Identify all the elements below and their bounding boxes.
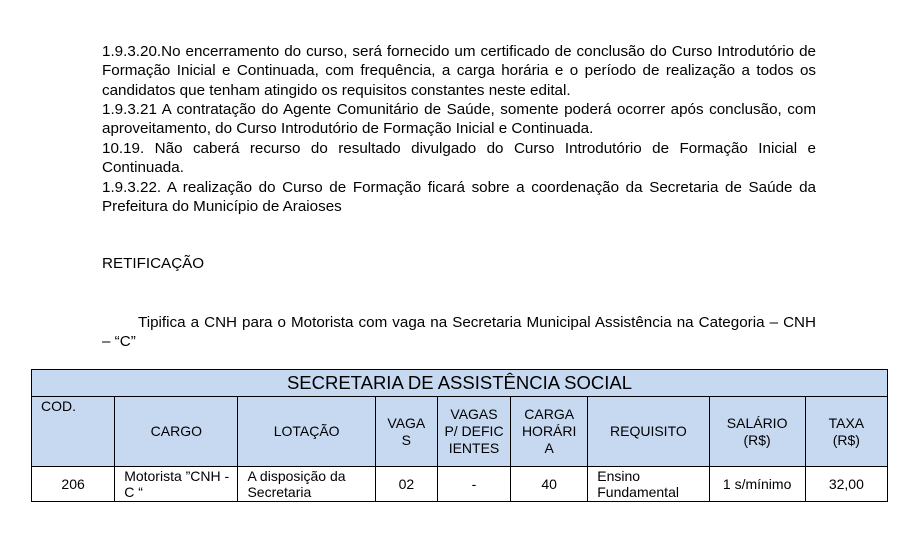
cell-cargo: Motorista ”CNH - C “ (115, 467, 238, 502)
header-requisito: REQUISITO (588, 397, 709, 467)
cell-taxa: 32,00 (805, 467, 887, 502)
cell-carga-horaria: 40 (511, 467, 588, 502)
retificacao-heading: RETIFICAÇÃO (102, 255, 205, 272)
paragraph-1-9-3-22: 1.9.3.22. A realização do Curso de Formação ficará sobre a coordenação da Secretaria de Saúde da Prefeitura do Município de Araioses (102, 179, 816, 216)
header-salario: SALÁRIO (R$) (709, 397, 805, 467)
cell-requisito: Ensino Fundamental (588, 467, 709, 502)
tipifica-paragraph: Tipifica a CNH para o Motorista com vaga na Secretaria Municipal Assistência na Categoria – CNH – “C” (102, 314, 816, 351)
header-lotacao: LOTAÇÃO (238, 397, 375, 467)
header-taxa: TAXA (R$) (805, 397, 887, 467)
vacancy-table (31, 369, 888, 502)
paragraph-1-9-3-21: 1.9.3.21 A contratação do Agente Comunitário de Saúde, somente poderá ocorrer após conclusão, com aproveitamento, do Curso Introdutório de Formação Inicial e Continuada. (102, 101, 816, 138)
cell-salario: 1 s/mínimo (709, 467, 805, 502)
cell-vagas-deficientes: - (437, 467, 510, 502)
table-title: SECRETARIA DE ASSISTÊNCIA SOCIAL (32, 370, 888, 397)
table-header-row (32, 397, 888, 467)
header-cargo: CARGO (115, 397, 238, 467)
cell-vagas: 02 (375, 467, 437, 502)
table-row (32, 467, 888, 502)
header-carga-horaria: CARGA HORÁRIA (511, 397, 588, 467)
paragraph-10-19: 10.19. Não caberá recurso do resultado divulgado do Curso Introdutório de Formação Inicial e Continuada. (102, 140, 816, 177)
header-vagas-deficientes: VAGAS P/ DEFICIENTES (437, 397, 510, 467)
header-vagas: VAGAS (375, 397, 437, 467)
paragraph-1-9-3-20: 1.9.3.20.No encerramento do curso, será fornecido um certificado de conclusão do Curso Introdutório de Formação Inicial e Continuada, com frequência, a carga horária e o período de realização a todos os candidatos que tenham atingido os requisitos constantes neste edital. (102, 43, 816, 99)
cell-cod: 206 (32, 467, 115, 502)
header-cod: COD. (32, 397, 115, 467)
cell-lotacao: A disposição da Secretaria (238, 467, 375, 502)
